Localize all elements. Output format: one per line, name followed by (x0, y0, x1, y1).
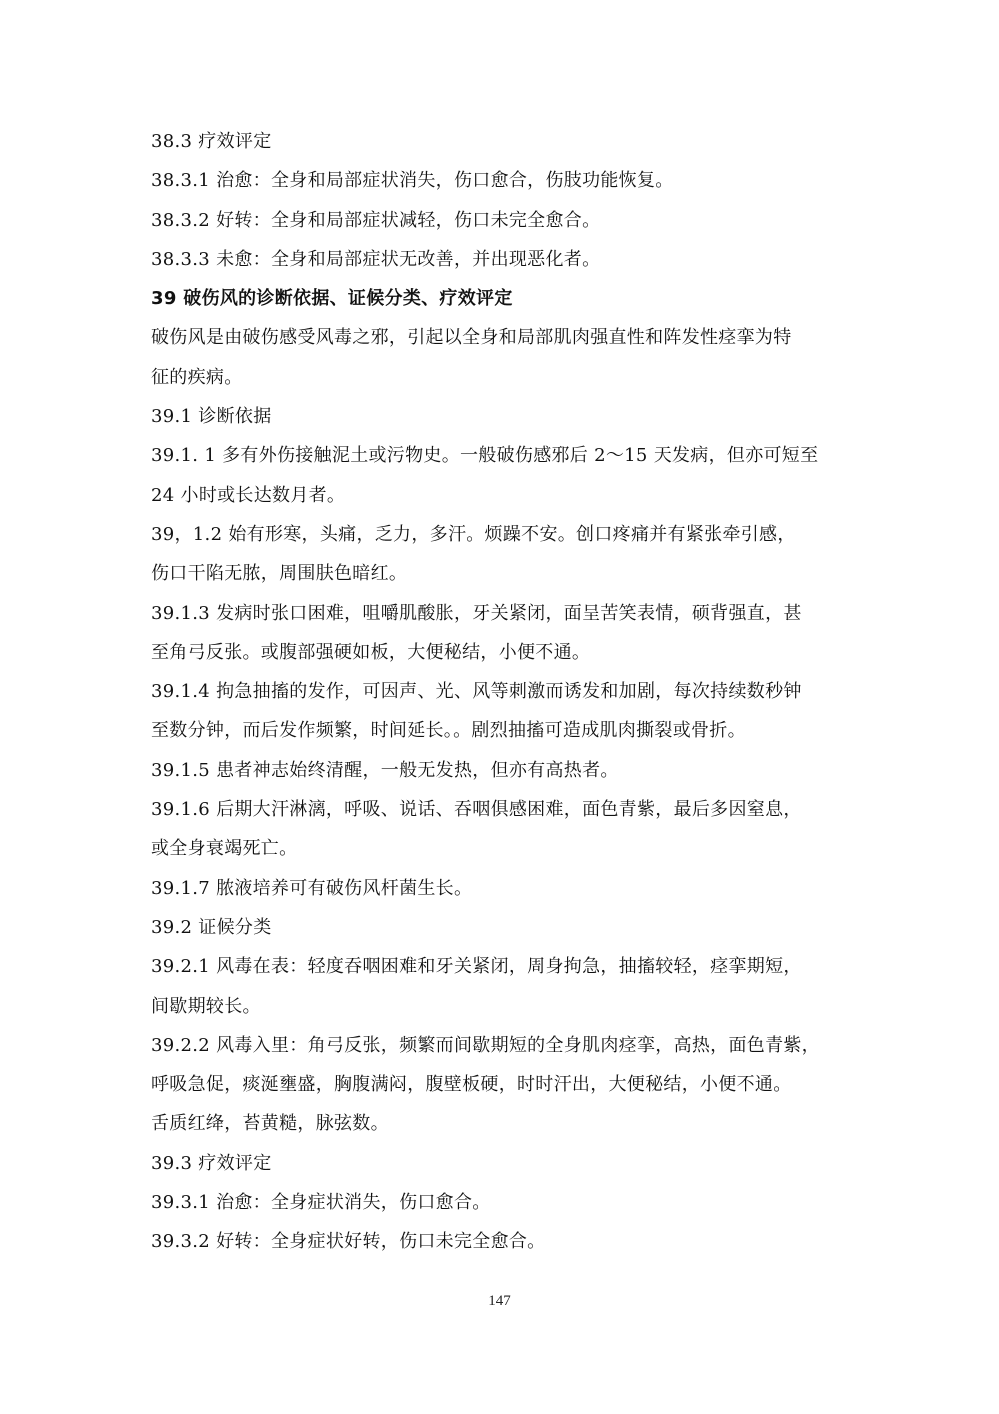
text-line: 39.1. 1 多有外伤接触泥土或污物史。一般破伤感邪后 2～15 天发病，但亦可短至 (151, 445, 819, 467)
text-line: 39.1.5 患者神志始终清醒，一般无发热，但亦有高热者。 (151, 759, 619, 781)
text-line: 伤口干陷无脓，周围肤色暗红。 (151, 563, 408, 585)
text-line: 38.3.3 未愈：全身和局部症状无改善，并出现恶化者。 (151, 248, 601, 270)
subsection-heading-39-1: 39.1 诊断依据 (151, 406, 272, 428)
text-line: 呼吸急促，痰涎壅盛，胸腹满闷，腹壁板硬，时时汗出，大便秘结，小便不通。 (151, 1074, 792, 1096)
text-line: 间歇期较长。 (151, 995, 261, 1017)
text-line: 39.1.7 脓液培养可有破伤风杆菌生长。 (151, 877, 473, 899)
text-line: 征的疾病。 (151, 366, 243, 388)
text-line: 39.3.1 治愈：全身症状消失，伤口愈合。 (151, 1192, 491, 1214)
text-line: 39，1.2 始有形寒，头痛，乏力，多汗。烦躁不安。创口疼痛并有紧张牵引感， (151, 523, 796, 545)
text-line: 24 小时或长达数月者。 (151, 484, 346, 506)
text-line: 破伤风是由破伤感受风毒之邪，引起以全身和局部肌肉强直性和阵发性痉挛为特 (151, 327, 792, 349)
text-line: 或全身衰竭死亡。 (151, 838, 298, 860)
subsection-heading-38-3: 38.3 疗效评定 (151, 131, 272, 152)
subsection-heading-39-3: 39.3 疗效评定 (151, 1152, 272, 1174)
subsection-heading-39-2: 39.2 证候分类 (151, 916, 272, 938)
page-number: 147 (488, 1293, 511, 1309)
text-line: 39.1.6 后期大汗淋漓，呼吸、说话、吞咽俱感困难，面色青紫，最后多因窒息， (151, 799, 802, 821)
text-line: 38.3.2 好转：全身和局部症状减轻，伤口未完全愈合。 (151, 209, 601, 231)
text-line: 39.2.2 风毒入里：角弓反张，频繁而间歇期短的全身肌肉痉挛，高热，面色青紫， (151, 1034, 820, 1056)
text-line: 38.3.1 治愈：全身和局部症状消失，伤口愈合，伤肢功能恢复。 (151, 170, 674, 192)
text-line: 舌质红绛，苔黄糙，脉弦数。 (151, 1113, 389, 1135)
page-body (151, 122, 851, 1262)
section-heading-39: 39 破伤风的诊断依据、证候分类、疗效评定 (151, 288, 513, 310)
text-line: 39.1.3 发病时张口困难，咀嚼肌酸胀，牙关紧闭，面呈苦笑表情，硕背强直，甚 (151, 602, 802, 624)
text-line: 至数分钟，而后发作频繁，时间延长。。剧烈抽搐可造成肌肉撕裂或骨折。 (151, 720, 746, 742)
text-line: 39.1.4 拘急抽搐的发作，可因声、光、风等刺激而诱发和加剧，每次持续数秒钟 (151, 681, 802, 703)
text-line: 39.2.1 风毒在表：轻度吞咽困难和牙关紧闭，周身拘急，抽搐较轻，痉挛期短， (151, 956, 802, 978)
text-line: 39.3.2 好转：全身症状好转，伤口未完全愈合。 (151, 1231, 546, 1253)
text-line: 至角弓反张。或腹部强硬如板，大便秘结，小便不通。 (151, 641, 591, 663)
